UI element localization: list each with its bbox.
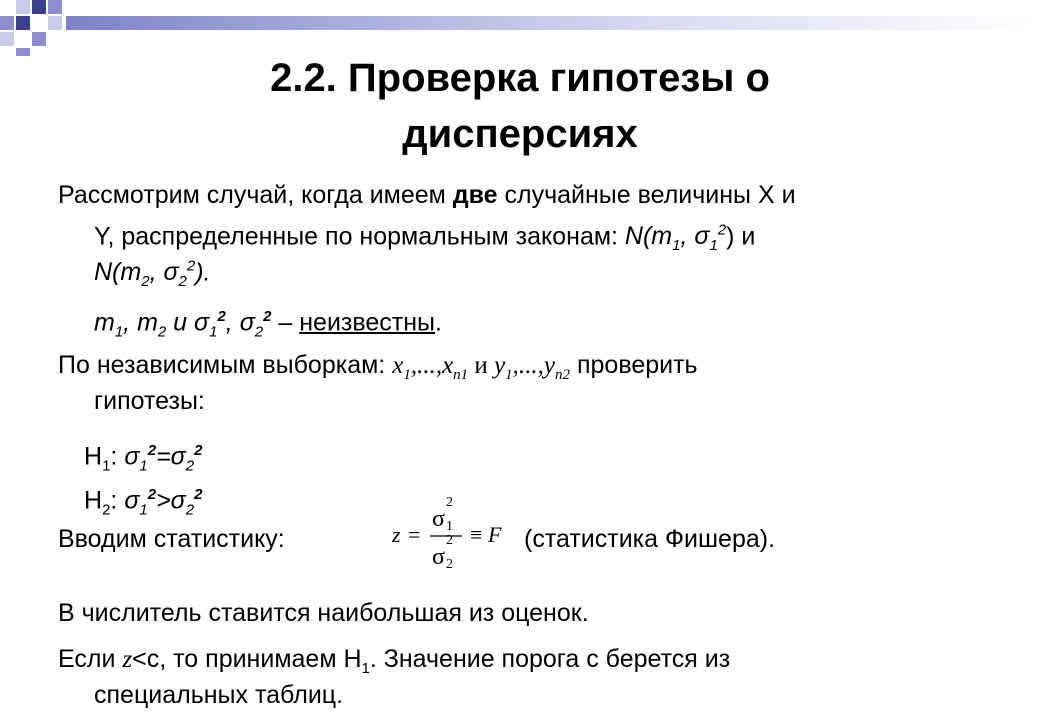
formula-z: z (392, 522, 401, 547)
formula-den-sup: 2 (446, 533, 453, 548)
header-rule (66, 16, 1040, 30)
formula-equiv: ≡ (470, 522, 483, 547)
decision-rule-line-2: специальных таблиц. (94, 681, 344, 709)
deco-square (48, 0, 62, 14)
slide-title (0, 50, 1040, 162)
text: Рассмотрим случай, когда имеем (58, 181, 453, 209)
numerator-note: В числитель ставится наибольшая из оценок. (58, 599, 589, 627)
deco-square (48, 16, 62, 30)
deco-square (32, 32, 46, 46)
text: случайные величины X и (497, 181, 796, 209)
deco-square (32, 0, 46, 14)
deco-square (16, 0, 30, 14)
formula-num-sup: 2 (446, 496, 453, 510)
text: и (468, 352, 495, 379)
text: ). (195, 258, 211, 287)
normal-law-1: $N(m_1$, $\sigma_1^2$ (624, 222, 727, 255)
deco-square (16, 16, 30, 30)
decision-rule-line-1: Если z<c, то принимаем $H_1$. Значение порога c берется из (58, 645, 731, 677)
hypothesis-h2: $H_2$: $\sigma_1^2>\sigma_2^2$ (84, 486, 203, 519)
bold-text: две (452, 181, 498, 209)
deco-square (0, 32, 14, 46)
paragraph-1-line-1 (58, 178, 796, 212)
formula-F: F (488, 522, 502, 547)
normal-law-2: $N(m_2$, $\sigma_2^2$ (94, 258, 196, 291)
text: Y, распределенные по нормальным законам: (94, 222, 625, 251)
statistic-label: Вводим статистику: (58, 525, 285, 553)
unknown-underlined: неизвестны (299, 308, 436, 337)
deco-square (0, 16, 14, 30)
title-line-2: дисперсиях (402, 112, 638, 156)
title-line-1: 2.2. Проверка гипотезы о (270, 56, 770, 100)
fisher-statistic-formula (388, 496, 528, 576)
text: проверить (570, 351, 698, 379)
formula-den-sub: 2 (446, 557, 453, 572)
hypothesis-h1: $H_1$: $\sigma_1^2=\sigma_2^2$ (84, 442, 203, 475)
formula-den-sigma: σ (432, 544, 445, 570)
unknown-params-line: $m_1$, $m_2$ и $\sigma_1^2$, $\sigma_2^2$ – неизвестны. (94, 308, 442, 341)
text: ) и (726, 222, 756, 251)
fisher-statistic-note: (статистика Фишера). (524, 525, 776, 553)
slide-header-decoration (0, 0, 1040, 56)
paragraph-1-line-3 (94, 250, 211, 299)
text: По независимым выборкам: (58, 351, 393, 379)
sample-x: $x_1,...,x_{n1}$ (392, 352, 469, 383)
formula-num-sub: 1 (446, 519, 453, 534)
formula-eq: = (408, 522, 421, 547)
sample-y: $y_1,...,y_{n2}$ (494, 352, 571, 383)
samples-line-2: гипотезы: (94, 387, 205, 415)
formula-num-sigma: σ (432, 506, 445, 532)
